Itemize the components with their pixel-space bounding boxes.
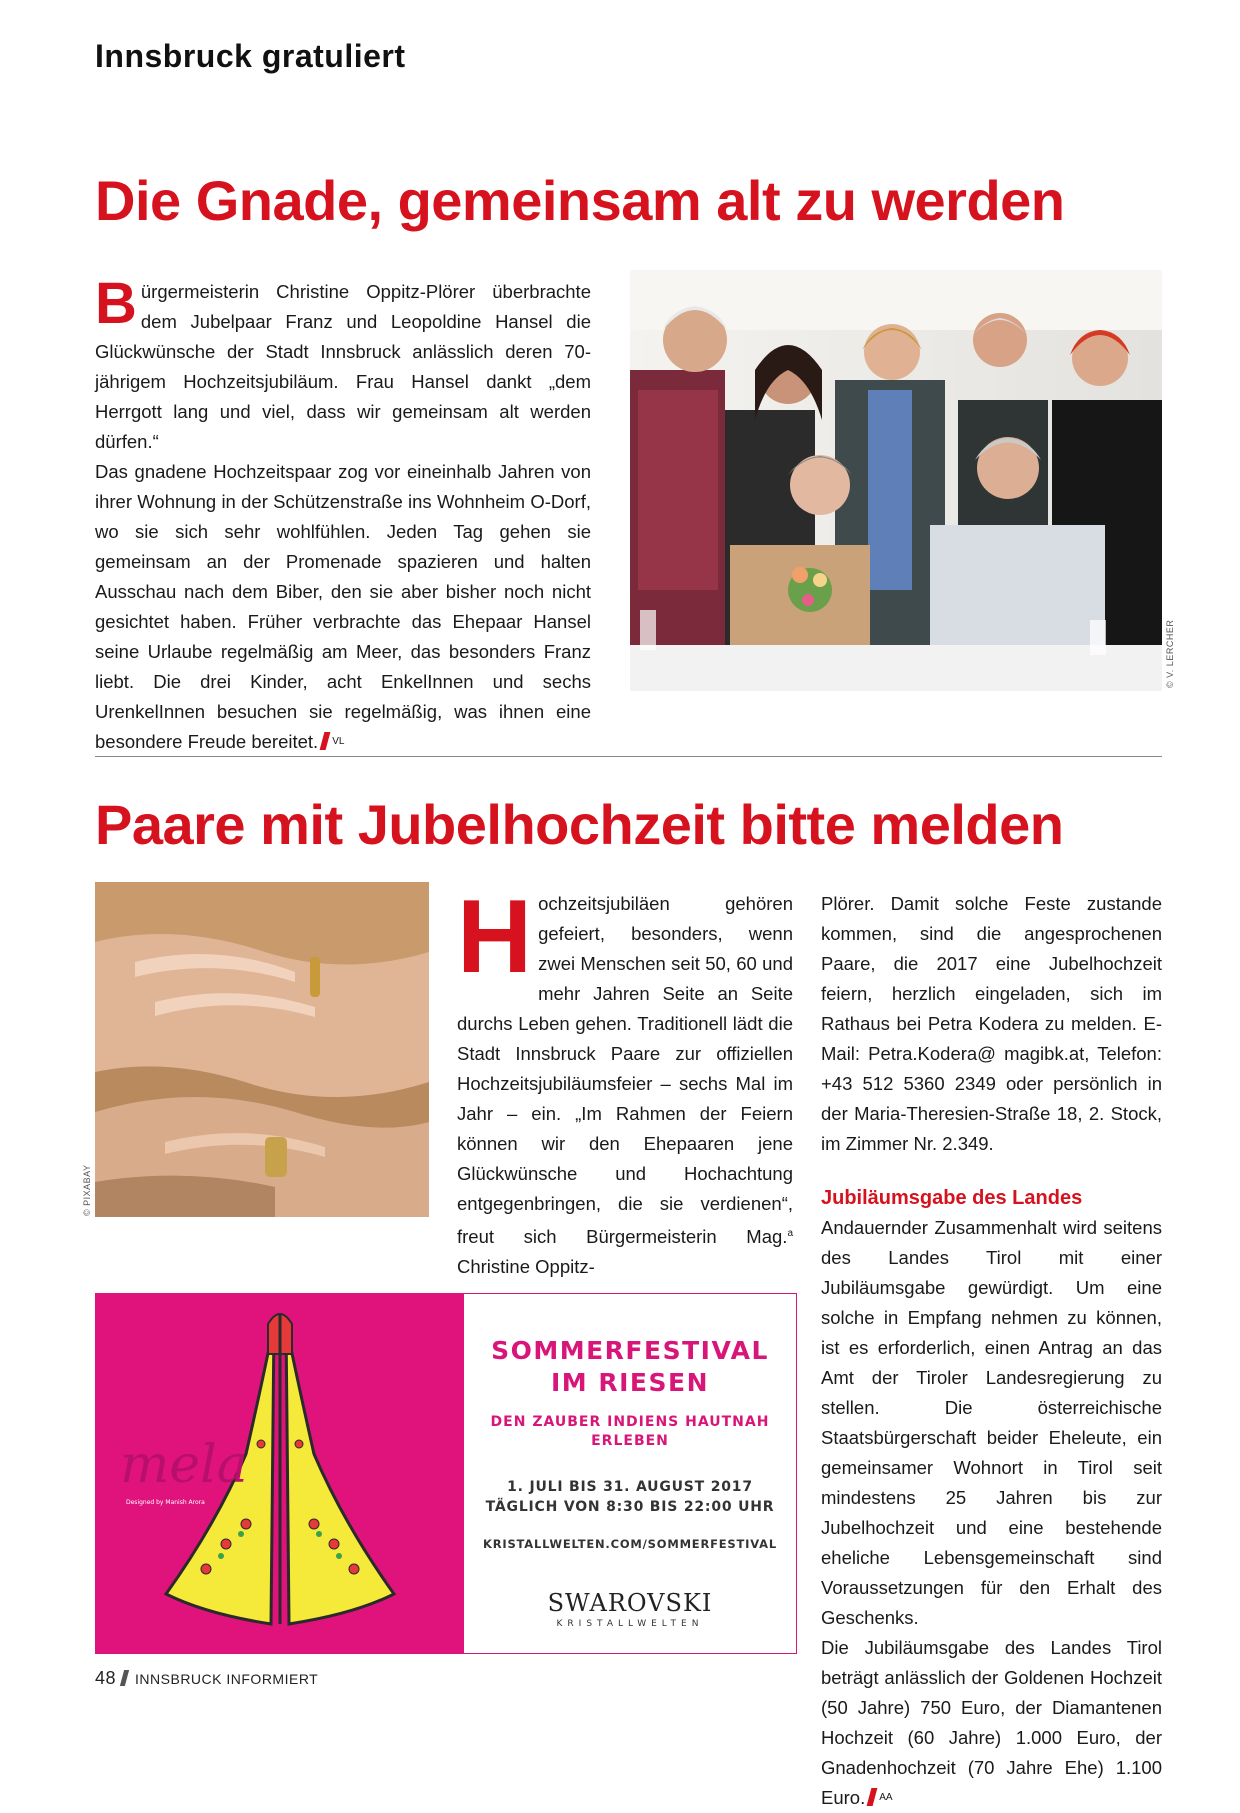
ad-text-panel	[464, 1294, 796, 1653]
article1-para1-text: ürgermeisterin Christine Oppitz-Plörer überbrachte dem Jubelpaar Franz und Leopoldine Hansel die Glückwünsche der Stadt Innsbruck anlässlich deren 70-jährigem Hochzeitsjubiläum. Frau Hansel dankt „dem Herrgott lang und viel, dass wir gemeinsam alt werden dürfen.“	[95, 281, 591, 452]
article1-para2-text: Das gnadene Hochzeitspaar zog vor eineinhalb Jahren von ihrer Wohnung in der Schützenstraße ins Wohnheim O-Dorf, wo sie sich sehr wohlfühlen. Jeden Tag gehen sie gemeinsam an der Promenade spazieren und halten Ausschau nach dem Biber, den sie aber bisher noch nicht gesichtet haben. Früher verbrachte das Ehepaar Hansel seine Urlaube regelmäßig am Meer, das besonders Franz liebt. Die drei Kinder, acht EnkelInnen und sechs UrenkelInnen besuchen sie regelmäßig, was ihnen eine besondere Freude bereitet.	[95, 461, 591, 752]
page-footer	[95, 1668, 318, 1689]
advertisement[interactable]	[95, 1293, 797, 1654]
page-number: 48	[95, 1668, 117, 1688]
ad-subtitle	[464, 1413, 796, 1451]
photo-credit-pixabay: © PIXABAY	[82, 1164, 92, 1216]
ad-artwork	[96, 1294, 464, 1653]
article2-dropcap: H	[457, 879, 533, 995]
section-divider	[95, 756, 1162, 757]
section-label: Innsbruck gratuliert	[95, 38, 406, 74]
article2-col1-sup: a	[787, 1228, 793, 1239]
ad-sub-line2: ERLEBEN	[591, 1433, 669, 1449]
ad-title	[464, 1335, 796, 1399]
photo-credit-lercher: © V. LERCHER	[1165, 619, 1175, 688]
article2-col2-para3	[821, 1633, 1162, 1813]
ad-title-line2: IM RIESEN	[550, 1368, 710, 1397]
ad-title-line1: SOMMERFESTIVAL	[491, 1336, 769, 1365]
article1-body	[95, 271, 591, 757]
article2-col2-para3-text: Die Jubiläumsgabe des Landes Tirol beträgt anlässlich der Goldenen Hochzeit (50 Jahre) 750 Euro, der Diamantenen Hochzeit (60 Jahre) 1.000 Euro, der Gnadenhochzeit (70 Jahre Ehe) 1.100 Euro.	[821, 1637, 1162, 1808]
ad-dates	[464, 1477, 796, 1517]
article2-para1	[457, 879, 793, 1282]
article2-col2-para1: Plörer. Damit solche Feste zustande kommen, sind die angesprochenen Paare, die 2017 eine Jubelhochzeit feiern, herzlich eingeladen, sich im Rathaus bei Petra Kodera zu melden. E-Mail: Petra.Kodera@ magibk.at, Telefon: +43 512 5360 2349 oder persönlich in der Maria-Theresien-Straße 18, 2. Stock, im Zimmer Nr. 2.349.	[821, 893, 1162, 1154]
article1-author: VL	[332, 736, 345, 747]
ad-sub-line1: DEN ZAUBER INDIENS HAUTNAH	[490, 1414, 770, 1430]
article2-subhead: Jubiläumsgabe des Landes	[821, 1187, 1083, 1209]
end-mark-icon	[867, 1788, 878, 1806]
hands-photo-image	[95, 882, 429, 1217]
publication-name: INNSBRUCK INFORMIERT	[135, 1671, 319, 1687]
article2-col2-para2: Andauernder Zusammenhalt wird seitens des Landes Tirol mit einer Jubiläumsgabe gewürdigt. Um eine solche in Empfang nehmen zu können, ist es erforderlich, einen Antrag an das Amt der Tiroler Landesregierung zu stellen. Die österreichische Staatsbürgerschaft beider Eheleute, ein gemeinsamer Wohnort in Tirol seit mindestens 25 Jahren bis zur Jubelhochzeit und eine bestehende eheliche Lebensgemeinschaft sind Voraussetzungen für den Erhalt des Geschenks.	[821, 1217, 1162, 1628]
group-photo-image	[630, 270, 1162, 691]
article1-headline: Die Gnade, gemeinsam alt zu werden	[95, 169, 1065, 232]
ad-brand-logo: SWAROVSKI	[547, 1589, 713, 1617]
article2-col1-text: ochzeitsjubiläen gehören gefeiert, besonders, wenn zwei Menschen seit 50, 60 und mehr Jahren Seite an Seite durchs Leben gehen. Traditionell lädt die Stadt Innsbruck Paare zur offiziellen Hochzeitsjubiläumsfeier – sechs Mal im Jahr – ein. „Im Rahmen der Feiern können wir den Ehepaaren jene Glückwünsche und Hochachtung entgegenbringen, die sie verdienen“, freut sich Bürgermeisterin Mag.	[457, 893, 793, 1248]
article2-col1	[457, 879, 793, 1282]
ad-url-link[interactable]: KRISTALLWELTEN.COM/SOMMERFESTIVAL	[483, 1537, 777, 1551]
ad-dates-line2: TÄGLICH VON 8:30 BIS 22:00 UHR	[485, 1499, 775, 1515]
article2-col2	[821, 889, 1162, 1813]
ad-designer-credit: Designed by Manish Arora	[126, 1499, 205, 1506]
article2-headline: Paare mit Jubelhochzeit bitte melden	[95, 793, 1064, 856]
hands-photo	[95, 882, 429, 1217]
ad-brand-sub: KRISTALLWELTEN	[556, 1619, 704, 1629]
article1-para1	[95, 271, 591, 457]
footer-separator-icon	[120, 1670, 129, 1686]
article1-para2	[95, 457, 591, 757]
end-mark-icon	[320, 732, 331, 750]
group-photo	[630, 270, 1162, 691]
article2-col1-end: Christine Oppitz-	[457, 1256, 595, 1278]
praying-hands-illustration	[96, 1294, 464, 1653]
article1-dropcap: B	[95, 271, 137, 336]
article2-author: AA	[879, 1792, 893, 1803]
ad-dates-line1: 1. JULI BIS 31. AUGUST 2017	[507, 1479, 753, 1495]
ad-logo-mela: mela	[120, 1435, 248, 1495]
